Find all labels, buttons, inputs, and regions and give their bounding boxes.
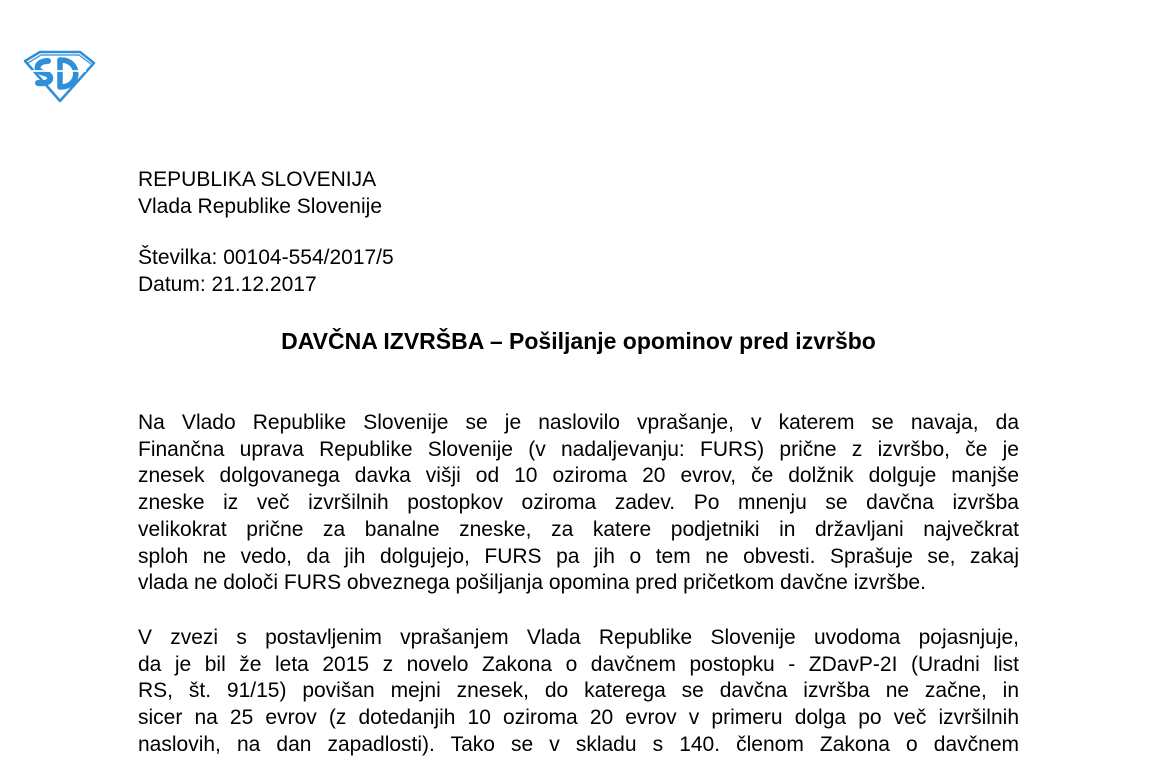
paragraph-line: RS, št. 91/15) povišan mejni znesek, do katerega se davčna izvršba ne začne, in	[138, 679, 1019, 703]
paragraph-line: zneske iz več izvršilnih postopkov oziroma zadev. Po mnenju se davčna izvršba	[138, 491, 1019, 515]
country-name: REPUBLIKA SLOVENIJA	[138, 168, 377, 191]
document-metadata	[138, 244, 394, 298]
document-title: DAVČNA IZVRŠBA – Pošiljanje opominov pred izvršbo	[281, 328, 876, 354]
document-number: Številka: 00104-554/2017/5	[138, 246, 394, 269]
paragraph-line: naslovih, na dan zapadlosti). Tako se v skladu s 140. členom Zakona o davčnem	[138, 732, 1019, 756]
paragraph-line: znesek dolgovanega davka višji od 10 oziroma 20 evrov, če dolžnik dolguje manjše	[138, 464, 1019, 488]
paragraph-line: da je bil že leta 2015 z novelo Zakona o davčnem postopku - ZDavP-2I (Uradni list	[138, 652, 1019, 676]
paragraph-line: Finančna uprava Republike Slovenije (v nadaljevanju: FURS) prične z izvršbo, če je	[138, 437, 1019, 461]
sd-party-logo-icon	[22, 49, 96, 103]
paragraph-line: V zvezi s postavljenim vprašanjem Vlada Republike Slovenije uvodoma pojasnjuje,	[138, 626, 1019, 649]
paragraph-line: velikokrat prične za banalne zneske, za katere podjetniki in državljani največkrat	[138, 517, 1019, 541]
paragraph-line: Na Vlado Republike Slovenije se je naslovilo vprašanje, v katerem se navaja, da	[138, 411, 1019, 434]
paragraph-line: vlada ne določi FURS obveznega pošiljanja opomina pred pričetkom davčne izvršbe.	[138, 571, 926, 595]
institution-name: Vlada Republike Slovenije	[138, 195, 382, 218]
paragraph-answer	[138, 625, 1019, 759]
paragraph-question	[138, 410, 1019, 597]
paragraph-line: sicer na 25 evrov (z dotedanjih 10 oziroma 20 evrov v primeru dolga po več izvršilnih	[138, 706, 1019, 730]
addressee-header	[138, 166, 382, 220]
paragraph-line: sploh ne vedo, da jih dolgujejo, FURS pa jih o tem ne obvesti. Sprašuje se, zakaj	[138, 544, 1019, 568]
document-date: Datum: 21.12.2017	[138, 273, 317, 296]
